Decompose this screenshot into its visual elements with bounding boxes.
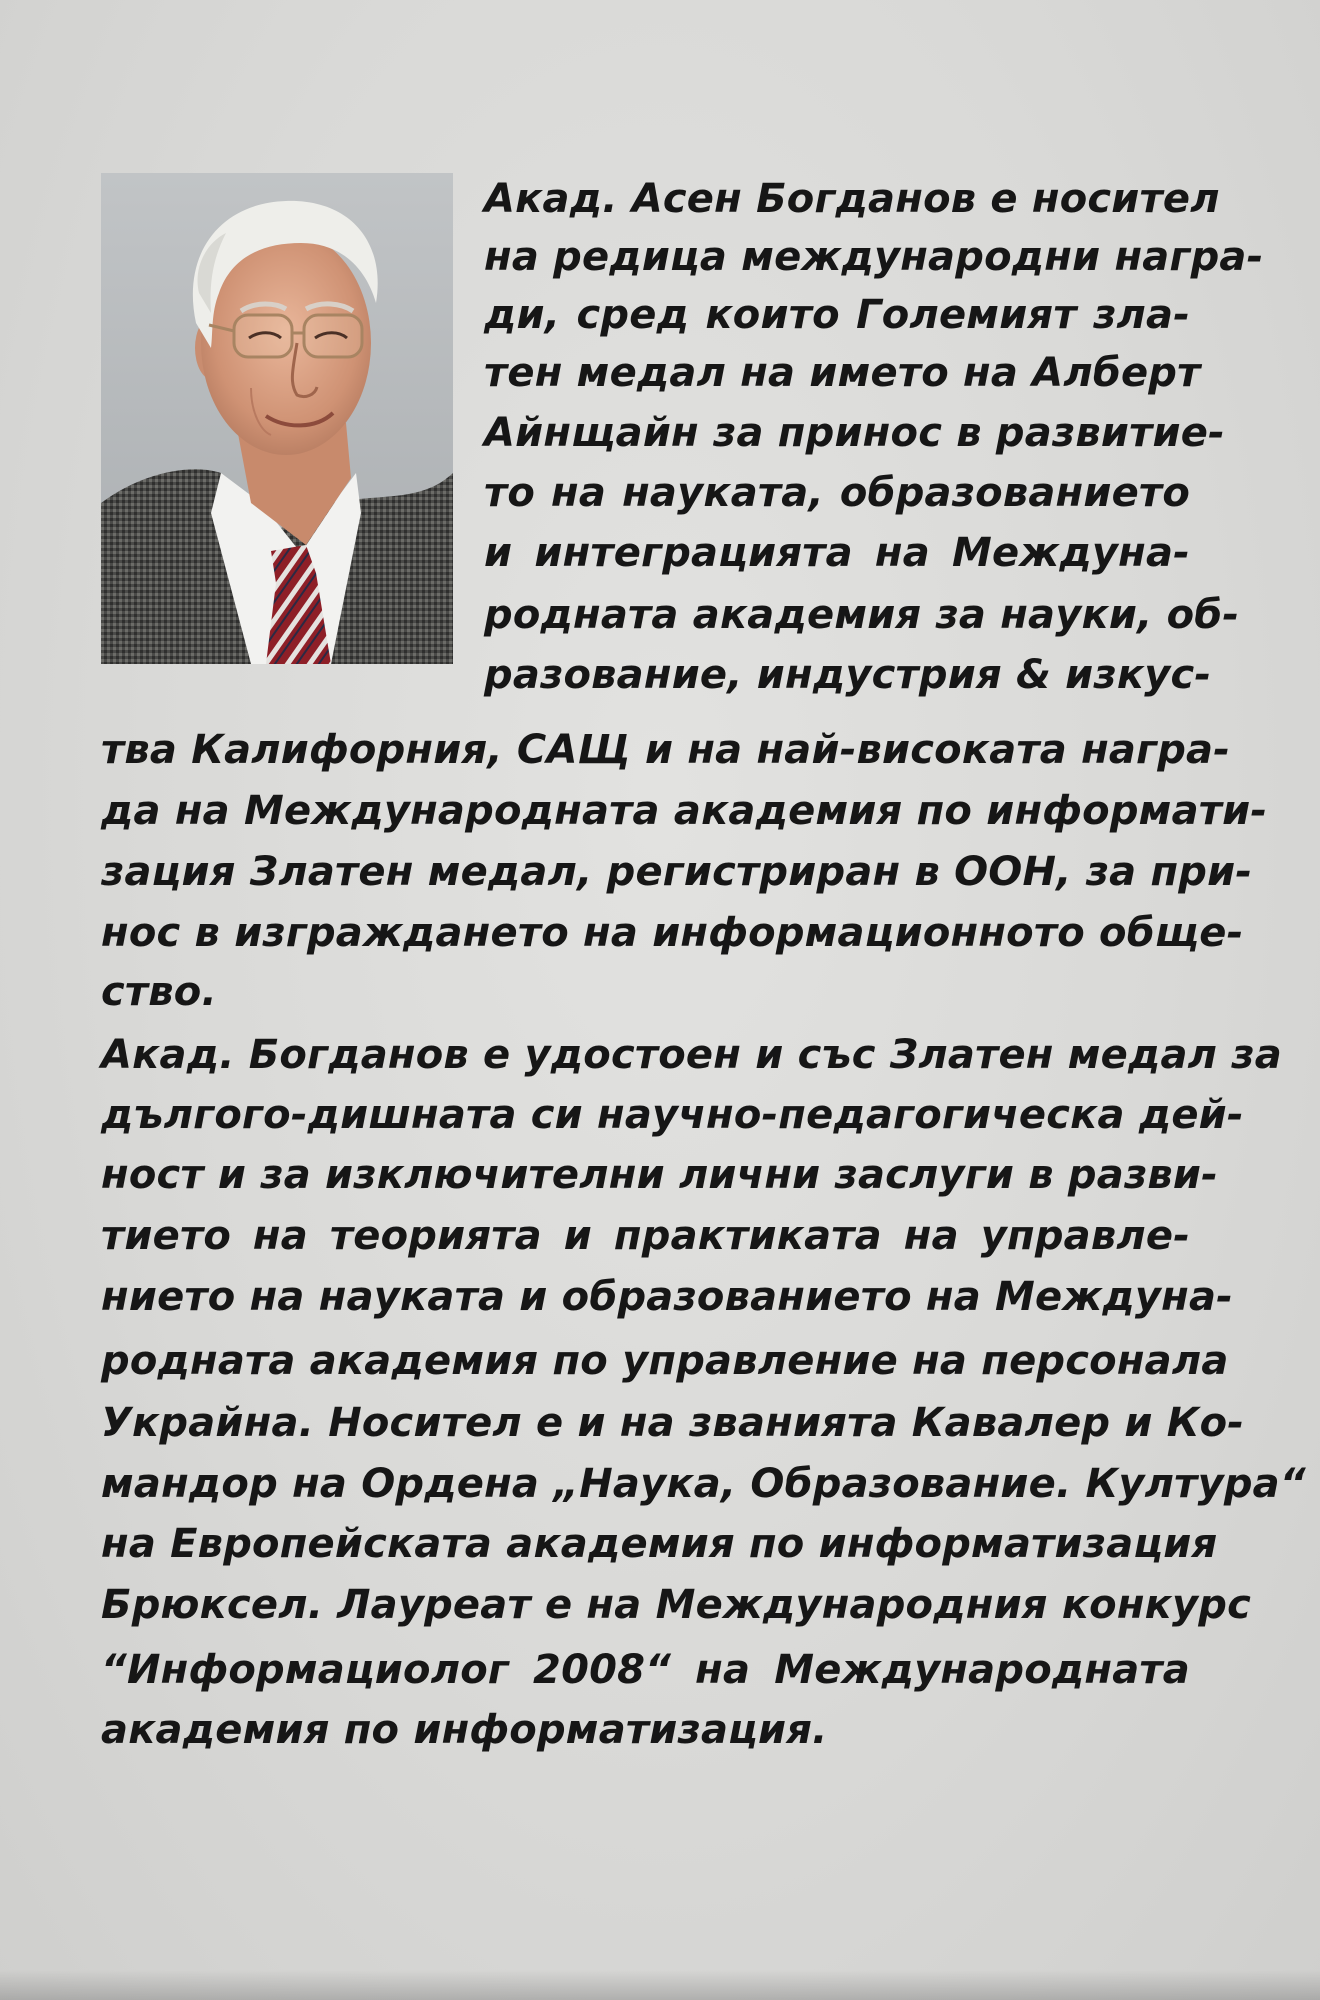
bio-line: тен медал на името на Алберт	[484, 350, 1201, 396]
bio-line: тва Калифорния, САЩ и на най-високата награ-	[101, 727, 1231, 773]
bio-line: и интеграцията на Междуна-	[484, 530, 1190, 576]
bio-line: “Информациолог 2008“ на Международната	[101, 1647, 1190, 1693]
bio-line: Акад. Богданов е удостоен и със Златен медал за	[101, 1032, 1282, 1078]
bio-line: ди, сред които Големият зла-	[484, 292, 1190, 338]
bio-line: разование, индустрия & изкус-	[484, 652, 1212, 698]
bio-line: на редица международни награ-	[484, 234, 1264, 280]
bio-line: нос в изграждането на информационното обще-	[101, 910, 1244, 956]
bio-line: дългого-дишната си научно-педагогическа дей-	[101, 1092, 1244, 1138]
bio-line: ност и за изключителни лични заслуги в разви-	[101, 1152, 1218, 1198]
bio-line: мандор на Ордена „Наука, Образование. Култура“	[101, 1461, 1306, 1507]
bio-line: да на Международната академия по информати-	[101, 788, 1268, 834]
bio-line: Брюксел. Лауреат е на Международния конкурс	[101, 1582, 1252, 1628]
bio-line: родната академия за науки, об-	[484, 592, 1240, 638]
bio-line: Айнщайн за принос в развитие-	[484, 410, 1225, 456]
bio-line: нието на науката и образованието на Междуна-	[101, 1274, 1233, 1320]
bio-line: родната академия по управление на персонала	[101, 1338, 1229, 1384]
bio-line: Акад. Асен Богданов е носител	[484, 176, 1220, 222]
bio-line: то на науката, образованието	[484, 470, 1190, 516]
bio-line: тието на теорията и практиката на управле-	[101, 1213, 1190, 1259]
author-portrait-photo	[101, 173, 453, 664]
bio-line: зация Златен медал, регистриран в ООН, за при-	[101, 849, 1253, 895]
bio-line: ство.	[101, 969, 217, 1015]
bio-line: академия по информатизация.	[101, 1707, 828, 1753]
bio-line: Украйна. Носител е и на званията Кавалер и Ко-	[101, 1400, 1245, 1446]
bio-line: на Европейската академия по информатизация	[101, 1521, 1218, 1567]
